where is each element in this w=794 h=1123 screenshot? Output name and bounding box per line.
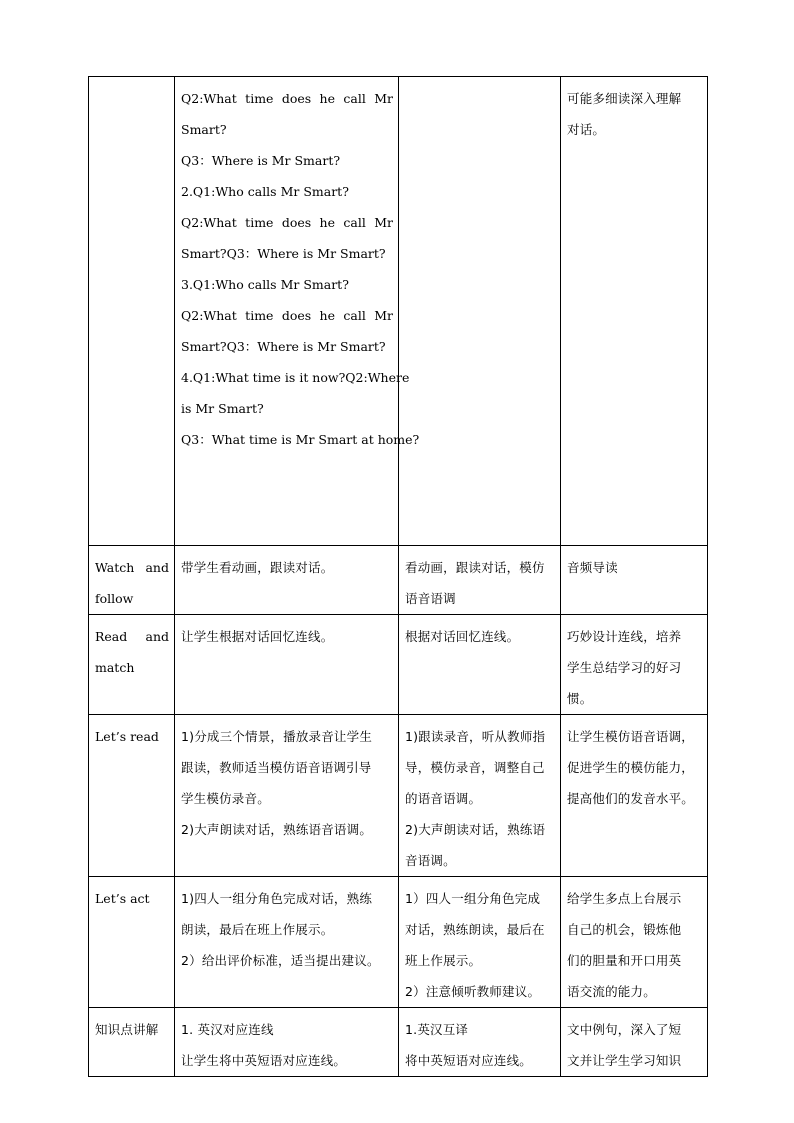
cell-teacher	[175, 1008, 399, 1077]
cell-purpose	[561, 77, 708, 546]
teacher-text-line: 学生模仿录音。	[181, 791, 270, 806]
cell-student	[399, 1008, 561, 1077]
student-text-line: 语音语调	[405, 591, 456, 606]
teacher-text-line: Smart?Q3：Where is Mr Smart?	[181, 246, 386, 261]
purpose-text-line: 巧妙设计连线，培养	[567, 629, 682, 644]
purpose-text-line: 文并让学生学习知识	[567, 1053, 682, 1068]
teacher-text-line: 让学生将中英短语对应连线。	[181, 1053, 347, 1068]
student-text-line: 将中英短语对应连线。	[405, 1053, 533, 1068]
cell-stage	[89, 1008, 175, 1077]
teacher-text-line: 2)大声朗读对话，熟练语音语调。	[181, 822, 373, 837]
teacher-text-line: is Mr Smart?	[181, 401, 264, 416]
cell-purpose	[561, 615, 708, 715]
student-text-line: 导，模仿录音，调整自己	[405, 760, 545, 775]
stage-text-line: Let’s read	[95, 729, 159, 744]
cell-teacher	[175, 715, 399, 877]
teacher-text-line: 带学生看动画，跟读对话。	[181, 560, 334, 575]
student-text-line: 2）注意倾听教师建议。	[405, 984, 541, 999]
cell-student	[399, 77, 561, 546]
student-text-line: 根据对话回忆连线。	[405, 629, 520, 644]
purpose-text-line: 们的胆量和开口用英	[567, 953, 682, 968]
stage-text-line: match	[95, 660, 135, 675]
teacher-text-line: Q2:What time does he call Mr	[181, 308, 393, 323]
table-row	[89, 615, 708, 715]
teacher-text-line: 1)分成三个情景，播放录音让学生	[181, 729, 373, 744]
student-text-line: 的语音语调。	[405, 791, 482, 806]
teacher-text-line: 4.Q1:What time is it now?Q2:Where	[181, 370, 410, 385]
cell-student	[399, 877, 561, 1008]
teacher-text-line: 2）给出评价标准，适当提出建议。	[181, 953, 380, 968]
student-text-line: 对话，熟练朗读，最后在	[405, 922, 545, 937]
teacher-text-line: 朗读，最后在班上作展示。	[181, 922, 334, 937]
teacher-text-line: 1. 英汉对应连线	[181, 1022, 274, 1037]
purpose-text-line: 惯。	[567, 691, 593, 706]
purpose-text-line: 语交流的能力。	[567, 984, 656, 999]
table-row	[89, 877, 708, 1008]
purpose-text-line: 促进学生的模仿能力，	[567, 760, 695, 775]
purpose-text-line: 可能多细读深入理解	[567, 91, 682, 106]
cell-stage	[89, 77, 175, 546]
cell-student	[399, 715, 561, 877]
cell-teacher	[175, 77, 420, 546]
student-text-line: 音语调。	[405, 853, 456, 868]
student-text-line: 1）四人一组分角色完成	[405, 891, 541, 906]
purpose-text-line: 文中例句，深入了短	[567, 1022, 682, 1037]
table-row	[89, 546, 708, 615]
stage-text-line: follow	[95, 591, 134, 606]
cell-teacher	[175, 546, 399, 615]
purpose-text-line: 提高他们的发音水平。	[567, 791, 695, 806]
teacher-text-line: Smart?Q3：Where is Mr Smart?	[181, 339, 386, 354]
table-row	[89, 715, 708, 877]
stage-text-line: Read and	[95, 629, 169, 644]
teacher-text-line: Smart?	[181, 122, 227, 137]
cell-purpose	[561, 715, 708, 877]
teacher-text-line: Q2:What time does he call Mr	[181, 91, 393, 106]
purpose-text-line: 给学生多点上台展示	[567, 891, 682, 906]
teacher-text-line: Q2:What time does he call Mr	[181, 215, 393, 230]
purpose-text-line: 对话。	[567, 122, 606, 137]
cell-teacher	[175, 877, 399, 1008]
cell-stage	[89, 615, 175, 715]
stage-text-line: Watch and	[95, 560, 169, 575]
cell-stage	[89, 715, 175, 877]
student-text-line: 1)跟读录音，听从教师指	[405, 729, 546, 744]
cell-student	[399, 546, 561, 615]
student-text-line: 看动画，跟读对话，模仿	[405, 560, 545, 575]
cell-student	[399, 615, 561, 715]
cell-stage	[89, 877, 175, 1008]
teacher-text-line: Q3：Where is Mr Smart?	[181, 153, 341, 168]
purpose-text-line: 让学生模仿语音语调，	[567, 729, 695, 744]
teacher-text-line: 2.Q1:Who calls Mr Smart?	[181, 184, 349, 199]
teacher-text-line: 3.Q1:Who calls Mr Smart?	[181, 277, 349, 292]
teacher-text-line: 1)四人一组分角色完成对话，熟练	[181, 891, 373, 906]
cell-purpose	[561, 1008, 708, 1077]
purpose-text-line: 自己的机会，锻炼他	[567, 922, 682, 937]
teacher-text-line: Q3：What time is Mr Smart at home?	[181, 432, 420, 447]
stage-text-line: 知识点讲解	[95, 1022, 159, 1037]
purpose-text-line: 学生总结学习的好习	[567, 660, 682, 675]
teacher-text-line: 让学生根据对话回忆连线。	[181, 629, 334, 644]
table-row	[89, 77, 708, 546]
purpose-text-line: 音频导读	[567, 560, 618, 575]
student-text-line: 2)大声朗读对话，熟练语	[405, 822, 546, 837]
cell-teacher	[175, 615, 399, 715]
teacher-text-line: 跟读，教师适当模仿语音语调引导	[181, 760, 372, 775]
cell-purpose	[561, 546, 708, 615]
student-text-line: 班上作展示。	[405, 953, 482, 968]
lesson-plan-table	[88, 76, 708, 1077]
table-row	[89, 1008, 708, 1077]
cell-stage	[89, 546, 175, 615]
cell-purpose	[561, 877, 708, 1008]
student-text-line: 1.英汉互译	[405, 1022, 469, 1037]
stage-text-line: Let’s act	[95, 891, 150, 906]
